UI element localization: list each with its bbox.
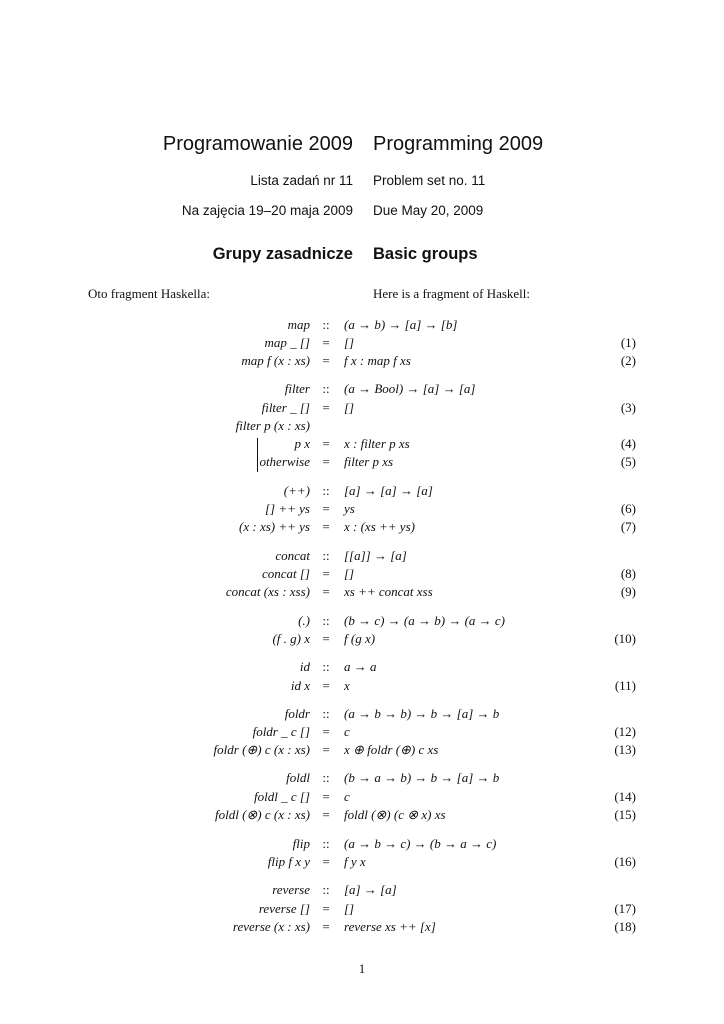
equation-operator: :: (322, 770, 330, 785)
equation-row (0, 353, 724, 371)
equation-rhs: [] (344, 566, 355, 581)
equation-row (0, 631, 724, 649)
equation-operator: = (322, 501, 330, 516)
equation-rhs: [[a]] → [a] (344, 548, 407, 563)
equation-lhs: flip (292, 836, 310, 851)
equation-rhs: (a → Bool) → [a] → [a] (344, 381, 476, 396)
equation-rhs: f x : map f xs (344, 353, 411, 368)
equation-rhs: x : (xs ++ ys) (344, 519, 415, 534)
equation-rhs: [] (344, 335, 355, 350)
problem-set-english: Problem set no. 11 (373, 173, 486, 188)
equation-operator: :: (322, 706, 330, 721)
equation-lhs: concat (275, 548, 310, 563)
equation-lhs: map _ [] (264, 335, 310, 350)
equation-operator: = (322, 742, 330, 757)
equation-rhs: c (344, 724, 350, 739)
equation-rhs: x (344, 678, 350, 693)
equation-number: (13) (614, 742, 636, 757)
equation-rhs: (a → b → b) → b → [a] → b (344, 706, 500, 721)
equation-operator: :: (322, 381, 330, 396)
equation-lhs: id x (290, 678, 310, 693)
equation-rhs: a → a (344, 659, 377, 674)
equation-lhs: reverse [] (258, 901, 310, 916)
equation-rhs: filter p xs (344, 454, 394, 469)
equation-lhs: filter p (x : xs) (235, 418, 310, 433)
equation-operator: = (322, 919, 330, 934)
equation-number: (11) (614, 678, 636, 693)
equation-operator: = (322, 678, 330, 693)
equation-row (0, 706, 724, 724)
equation-number: (1) (620, 335, 636, 350)
equation-number: (6) (620, 501, 636, 516)
equation-number: (10) (614, 631, 636, 646)
equation-row (0, 548, 724, 566)
equation-operator: :: (322, 548, 330, 563)
equation-operator: = (322, 519, 330, 534)
equation-operator: = (322, 807, 330, 822)
equation-row (0, 381, 724, 399)
equation-row (0, 770, 724, 788)
equation-operator: :: (322, 483, 330, 498)
equation-lhs: p x (294, 436, 310, 451)
equation-rhs: xs ++ concat xss (344, 584, 433, 599)
equation-row (0, 807, 724, 825)
equation-operator: = (322, 584, 330, 599)
equation-row (0, 335, 724, 353)
equation-number: (14) (614, 789, 636, 804)
equation-lhs: (.) (298, 613, 310, 628)
equation-row (0, 454, 724, 472)
equation-lhs: id (299, 659, 310, 674)
equation-rhs: f y x (344, 854, 366, 869)
equation-number: (9) (620, 584, 636, 599)
equation-row (0, 678, 724, 696)
equation-lhs: map (287, 317, 310, 332)
equation-lhs: flip f x y (267, 854, 310, 869)
equation-row (0, 742, 724, 760)
equation-row (0, 501, 724, 519)
equation-lhs: [] ++ ys (265, 501, 310, 516)
equation-row (0, 836, 724, 854)
equation-lhs: otherwise (259, 454, 310, 469)
title-polish: Programowanie 2009 (162, 133, 353, 155)
equation-operator: = (322, 854, 330, 869)
equation-operator: = (322, 335, 330, 350)
equation-row (0, 317, 724, 335)
equation-row (0, 613, 724, 631)
equation-number: (16) (614, 854, 636, 869)
equation-row (0, 483, 724, 501)
equation-number: (17) (614, 901, 636, 916)
equation-number: (18) (614, 919, 636, 934)
equation-rhs: c (344, 789, 350, 804)
title-english: Programming 2009 (373, 133, 544, 155)
equation-row (0, 901, 724, 919)
equation-rhs: (b → a → b) → b → [a] → b (344, 770, 500, 785)
intro-polish: Oto fragment Haskella: (88, 286, 211, 301)
equation-number: (5) (620, 454, 636, 469)
equation-rhs: foldl (⊗) (c ⊗ x) xs (344, 807, 446, 822)
equation-row (0, 724, 724, 742)
equation-rhs: [a] → [a] → [a] (344, 483, 433, 498)
equation-rhs: [] (344, 901, 355, 916)
equation-row (0, 854, 724, 872)
equation-operator: = (322, 400, 330, 415)
equation-row (0, 519, 724, 537)
equation-lhs: filter _ [] (261, 400, 310, 415)
equation-lhs: (x : xs) ++ ys (239, 519, 310, 534)
equation-rhs: (a → b) → [a] → [b] (344, 317, 458, 332)
equation-row (0, 789, 724, 807)
equation-row (0, 882, 724, 900)
problem-set-polish: Lista zadań nr 11 (250, 173, 353, 188)
equation-lhs: foldr (⊕) c (x : xs) (213, 742, 310, 757)
equation-operator: = (322, 436, 330, 451)
equation-row (0, 659, 724, 677)
equation-operator: :: (322, 613, 330, 628)
equation-operator: :: (322, 836, 330, 851)
due-date-polish: Na zajęcia 19–20 maja 2009 (181, 203, 353, 218)
equation-row (0, 436, 724, 454)
equation-rhs: [] (344, 400, 355, 415)
equation-lhs: map f (x : xs) (241, 353, 310, 368)
equation-rhs: f (g x) (344, 631, 376, 646)
intro-english: Here is a fragment of Haskell: (373, 286, 531, 301)
equation-row (0, 400, 724, 418)
page-number: 1 (358, 961, 366, 976)
equation-operator: :: (322, 882, 330, 897)
equation-number: (8) (620, 566, 636, 581)
equation-number: (15) (614, 807, 636, 822)
equation-row (0, 584, 724, 602)
equation-lhs: foldl _ c [] (254, 789, 310, 804)
equation-number: (7) (620, 519, 636, 534)
equation-lhs: reverse (x : xs) (232, 919, 310, 934)
equation-lhs: foldr _ c [] (252, 724, 310, 739)
equation-row (0, 566, 724, 584)
equation-lhs: foldr (284, 706, 310, 721)
section-heading-english: Basic groups (373, 245, 478, 263)
equation-rhs: reverse xs ++ [x] (344, 919, 436, 934)
equation-number: (3) (620, 400, 636, 415)
equation-operator: = (322, 724, 330, 739)
due-date-english: Due May 20, 2009 (373, 203, 484, 218)
equation-operator: = (322, 631, 330, 646)
equation-lhs: filter (284, 381, 310, 396)
equation-rhs: (a → b → c) → (b → a → c) (344, 836, 497, 851)
equation-lhs: concat [] (261, 566, 310, 581)
equation-lhs: reverse (272, 882, 310, 897)
equation-lhs: foldl (286, 770, 310, 785)
equation-operator: = (322, 454, 330, 469)
equation-row (0, 919, 724, 937)
equation-lhs: (++) (283, 483, 310, 498)
section-heading-polish: Grupy zasadnicze (212, 245, 353, 263)
equation-rhs: x ⊕ foldr (⊕) c xs (344, 742, 439, 757)
equation-operator: = (322, 789, 330, 804)
equation-rhs: (b → c) → (a → b) → (a → c) (344, 613, 506, 628)
equation-lhs: (f . g) x (272, 631, 310, 646)
equation-rhs: x : filter p xs (344, 436, 410, 451)
equation-number: (2) (620, 353, 636, 368)
equation-rhs: ys (344, 501, 355, 516)
equation-lhs: foldl (⊗) c (x : xs) (215, 807, 310, 822)
equation-rhs: [a] → [a] (344, 882, 397, 897)
equation-number: (12) (614, 724, 636, 739)
equation-operator: = (322, 901, 330, 916)
equation-number: (4) (620, 436, 636, 451)
equation-operator: :: (322, 659, 330, 674)
equation-lhs: concat (xs : xss) (225, 584, 310, 599)
equation-operator: = (322, 353, 330, 368)
equation-row (0, 418, 724, 436)
equation-operator: :: (322, 317, 330, 332)
equation-operator: = (322, 566, 330, 581)
